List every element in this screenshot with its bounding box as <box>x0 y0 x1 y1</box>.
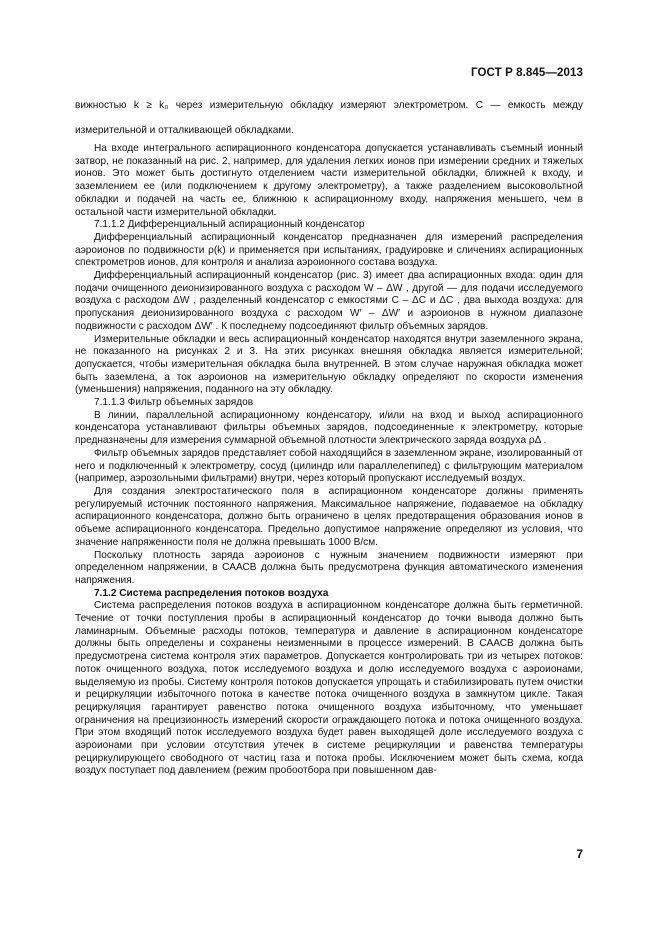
heading-7-1-1-3: 7.1.1.3 Фильтр объемных зарядов <box>94 397 254 409</box>
document-header: ГОСТ Р 8.845—2013 <box>471 67 583 79</box>
heading-7-1-2: 7.1.2 Система распределения потоков воздуха <box>94 587 329 599</box>
paragraph-differential-purpose: Дифференциальный аспирационный конденсатор предназначен для измерений распределения аэроионов по подвижности ρ(k) и применяется при испытаниях, градуировке и сличениях аспирационных спектрометров ионов, для контроля и анализа аэроионного состава воздуха. <box>75 231 583 269</box>
paragraph-voltage-automation: Поскольку плотность заряда аэроионов с нужным значением подвижности измеряют при определенном напряжении, в СААСВ должна быть предусмотрена функция автоматического изменения напряжения. <box>75 549 583 586</box>
paragraph-filter-installation: В линии, параллельной аспирационному конденсатору, и/или на вход и выход аспирационного конденсатора устанавливают фильтры объемных зарядов, подсоединенные к электрометру, которые предназначены для измерения суммарной объемной плотности электрического заряда воздуха ρΔ . <box>75 409 583 447</box>
page-number: 7 <box>576 847 583 861</box>
heading-7-1-1-2: 7.1.1.2 Дифференциальный аспирационный конденсатор <box>94 219 365 231</box>
paragraph-differential-design: Дифференциальный аспирационный конденсатор (рис. 3) имеет два аспирационных входа: один для подачи очищенного деионизированного воздуха с расходом W – ΔW , другой — для подачи исследуемого воздуха с расходом ΔW , разделенный конденсатор с емкостями C – ΔC и ΔC , два выхода воздуха: для пропускания деионизированного воздуха с расходом W′ – ΔW′ и аэроионов в нужном диапазоне подвижности с расходом ΔW′ . К последнему подсоединяют фильтр объемных зарядов. <box>75 270 583 332</box>
paragraph-continuation: вижностью k ≥ k₀ через измерительную обкладку измеряют электрометром. C — емкость между измерительной и отталкивающей обкладками. <box>75 100 583 136</box>
paragraph-air-flow-system: Система распределения потоков воздуха в аспирационном конденсаторе должна быть герметичной. Течение от точки поступления пробы в аспирационный конденсатор до точки вывода должно быть ламинарным. Объемные расходы потоков, температура и давление в аспирационном конденсаторе должны быть определены и сохранены неизменными в процессе измерений. В СААСВ должна быть предусмотрена система контроля этих параметров. Допускается контролировать три из четырех потоков: поток очищенного воздуха, поток исследуемого воздуха и долю исследуемого воздуха с аэроионами, выделяемую из пробы. Систему контроля потоков допускается упрощать и стабилизировать путем очистки и рециркуляции избыточного потока в качестве потока очищенного воздуха в замкнутом цикле. Такая рециркуляция гарантирует равенство потока очищенного воздуха избыточному, что уменьшает ограничения на прецизионность измерений скорости ограждающего потока и потока очищенного воздуха. При этом входящий поток исследуемого воздуха будет равен выходящей доле исследуемого воздуха с аэроионами при условии отсутствия утечек в системе рециркуляции и равенства температуры рециркулирующего свободного от частиц газа и потока пробы. Исключением может быть схема, когда воздух поступает под давлением (режим пробоотбора при повышенном дав- <box>75 600 583 777</box>
paragraph-ion-gate: На входе интегрального аспирационного конденсатора допускается устанавливать съемный ионный затвор, не показанный на рис. 2, например, для удаления легких ионов при измерении средних и тяжелых ионов. Это может быть достигнуто отделением части измерительной обкладки, ближней к входу, и заземлением ее (или подключением к другому электрометру), а также разделением высоковольтной обкладки и подачей на часть ее, ближнюю к аспирационному входу, напряжения меньшего, чем в остальной части измерительной обкладки. <box>75 143 583 218</box>
paragraph-filter-description: Фильтр объемных зарядов представляет собой находящийся в заземленном экране, изолированный от него и подключенный к электрометру, сосуд (цилиндр или параллелепипед) с фильтрующим материалом (например, аэрозольными фильтрами) внутри, через который пропускают исследуемый воздух. <box>75 447 583 485</box>
paragraph-measuring-plates: Измерительные обкладки и весь аспирационный конденсатор находятся внутри заземленного экрана, не показанного на рисунках 2 и 3. На этих рисунках внешняя обкладка является измерительной; допускается, чтобы измерительная обкладка была внутренней. В этом случае наружная обкладка может быть заземлена, а ток аэроионов на измерительную обкладку определяют по скорости изменения (уменьшения) напряжения, поданного на эту обкладку. <box>75 333 583 396</box>
paragraph-voltage-source: Для создания электростатического поля в аспирационном конденсаторе должны применять регулируемый источник постоянного напряжения. Максимальное напряжение, подаваемое на обкладку аспирационного конденсатора, должно быть ограничено в целях предотвращения образования ионов в объеме аспирационного конденсатора. Предельно допустимое напряжение определяют из условия, что значение напряженности поля не должна превышать 1000 В/см. <box>75 485 583 548</box>
body-text <box>75 91 583 778</box>
